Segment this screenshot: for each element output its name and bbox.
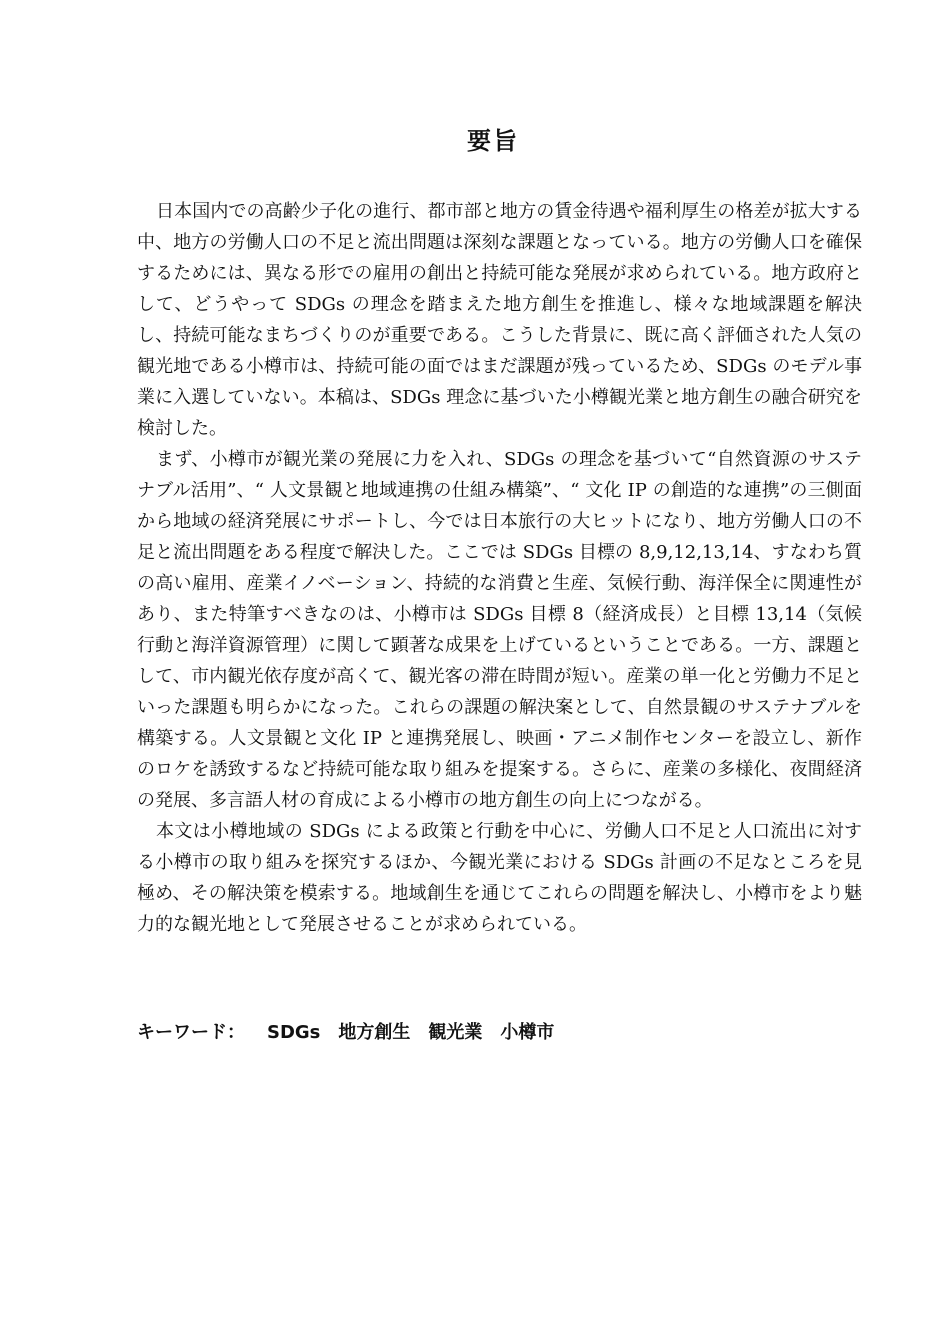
keyword-item: 観光業 <box>428 1022 483 1043</box>
abstract-body <box>137 196 862 940</box>
keywords-label: キーワード： <box>137 1022 245 1043</box>
keyword-item: SDGs <box>267 1022 321 1043</box>
keywords-line <box>137 1018 572 1048</box>
abstract-paragraph-3: 本文は小樽地域の SDGs による政策と行動を中心に、労働人口不足と人口流出に対する小樽市の取り組みを探究するほか、今観光業における SDGs 計画の不足なところを見極め、その解決策を模索する。地域創生を通じてこれらの問題を解決し、小樽市をより魅力的な観光地として発展させることが求められている。 <box>137 821 862 935</box>
keyword-item: 地方創生 <box>338 1022 411 1043</box>
keyword-item: 小樽市 <box>500 1022 555 1043</box>
abstract-paragraph-2: まず、小樽市が観光業の発展に力を入れ、SDGs の理念を基づいて“自然資源のサステナブル活用”、“ 人文景観と地域連携の仕組み構築”、“ 文化 IP の創造的な連携”の三側面から地域の経済発展にサポートし、今では日本旅行の大ヒットになり、地方労働人口の不足と流出問題をある程度で解決した。ここでは SDGs 目標の 8,9,12,13,14、すなわち質の高い雇用、産業イノベーション、持続的な消費と生産、気候行動、海洋保全に関連性があり、また特筆すべきなのは、小樽市は SDGs 目標 8（経済成長）と目標 13,14（気候行動と海洋資源管理）に関して顕著な成果を上げているということである。一方、課題として、市内観光依存度が高くて、観光客の滞在時間が短い。産業の単一化と労働力不足といった課題も明らかになった。これらの課題の解決案として、自然景観のサステナブルを構築する。人文景観と文化 IP と連携発展し、映画・アニメ制作センターを設立し、新作のロケを誘致するなど持続可能な取り組みを提案する。さらに、産業の多様化、夜間経済の発展、多言語人材の育成による小樽市の地方創生の向上につながる。 <box>137 449 862 811</box>
abstract-paragraph-1: 日本国内での高齢少子化の進行、都市部と地方の賃金待遇や福利厚生の格差が拡大する中、地方の労働人口の不足と流出問題は深刻な課題となっている。地方の労働人口を確保するためには、異なる形での雇用の創出と持続可能な発展が求められている。地方政府として、どうやって SDGs の理念を踏まえた地方創生を推進し、様々な地域課題を解決し、持続可能なまちづくりのが重要である。こうした背景に、既に高く評価された人気の観光地である小樽市は、持続可能の面ではまだ課題が残っているため、SDGs のモデル事業に入選していない。本稿は、SDGs 理念に基づいた小樽観光業と地方創生の融合研究を検討した。 <box>137 201 862 439</box>
abstract-title: 要旨 <box>467 127 519 155</box>
